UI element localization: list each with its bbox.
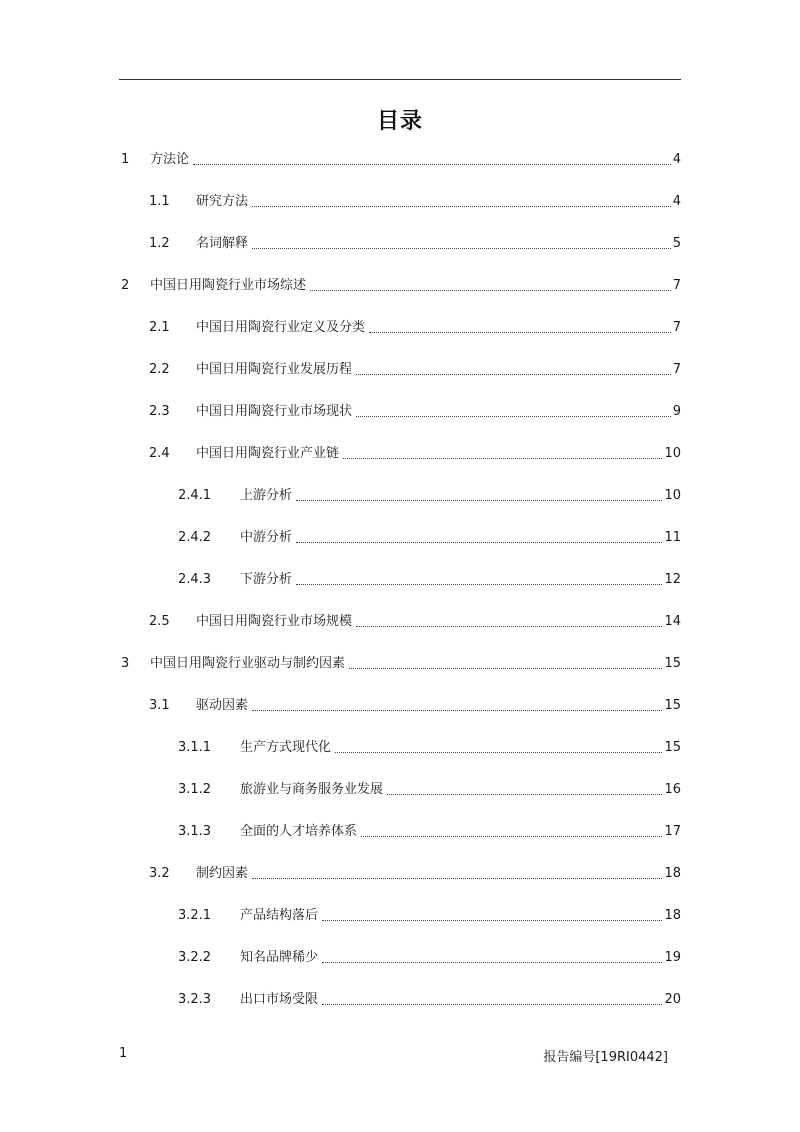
toc-dot-leader <box>322 920 662 921</box>
toc-entry-number: 3.1.3 <box>178 824 212 839</box>
toc-entry[interactable] <box>149 864 681 884</box>
toc-entry-page: 15 <box>664 656 681 671</box>
toc-entry-page: 17 <box>664 824 681 839</box>
toc-entry[interactable] <box>149 444 681 464</box>
toc-entry[interactable] <box>149 360 681 380</box>
toc-entry[interactable] <box>149 192 681 212</box>
toc-entry[interactable] <box>178 822 681 842</box>
toc-entry-title: 生产方式现代化 <box>240 740 332 755</box>
toc-dot-leader <box>349 668 662 669</box>
toc-dot-leader <box>322 1004 662 1005</box>
toc-entry[interactable] <box>178 486 681 506</box>
toc-entry-number: 1 <box>121 152 130 167</box>
toc-dot-leader <box>356 416 671 417</box>
toc-entry[interactable] <box>149 234 681 254</box>
toc-dot-leader <box>361 836 662 837</box>
toc-dot-leader <box>252 710 662 711</box>
toc-dot-leader <box>343 458 662 459</box>
toc-entry-title: 中国日用陶瓷行业市场现状 <box>196 404 353 419</box>
footer-report-id: 报告编号[19RI0442] <box>543 1050 668 1065</box>
toc-entry-title: 名词解释 <box>196 236 249 251</box>
toc-entry[interactable] <box>149 318 681 338</box>
toc-title: 目录 <box>376 109 423 134</box>
toc-entry-number: 3.1.1 <box>178 740 212 755</box>
toc-entry-number: 2.2 <box>149 362 170 377</box>
toc-entry-number: 3.2.1 <box>178 908 212 923</box>
toc-dot-leader <box>296 542 662 543</box>
toc-entry-number: 3.1 <box>149 698 170 713</box>
toc-entry-page: 19 <box>664 950 681 965</box>
toc-dot-leader <box>252 248 671 249</box>
toc-dot-leader <box>252 206 671 207</box>
toc-entry-title: 出口市场受限 <box>240 992 319 1007</box>
toc-entry[interactable] <box>178 906 681 926</box>
toc-entry-number: 3.2.3 <box>178 992 212 1007</box>
toc-dot-leader <box>296 584 662 585</box>
toc-entry-page: 15 <box>664 740 681 755</box>
toc-entry-page: 10 <box>664 488 681 503</box>
toc-entry[interactable] <box>178 990 681 1010</box>
toc-entry-page: 14 <box>664 614 681 629</box>
toc-entry-title: 制约因素 <box>196 866 249 881</box>
toc-entry-page: 5 <box>672 236 681 251</box>
toc-entry-number: 3.2 <box>149 866 170 881</box>
toc-entry-number: 2.4.3 <box>178 572 212 587</box>
toc-entry[interactable] <box>178 528 681 548</box>
toc-entry-number: 2 <box>121 278 130 293</box>
toc-dot-leader <box>193 164 671 165</box>
toc-entry-page: 15 <box>664 698 681 713</box>
toc-dot-leader <box>310 290 671 291</box>
toc-entry-number: 3.1.2 <box>178 782 212 797</box>
toc-entry-title: 中国日用陶瓷行业定义及分类 <box>196 320 366 335</box>
header-rule <box>119 79 681 80</box>
footer-page-number: 1 <box>119 1046 128 1061</box>
toc-dot-leader <box>387 794 662 795</box>
toc-entry-number: 2.4 <box>149 446 170 461</box>
toc-entry[interactable] <box>121 276 681 296</box>
toc-entry[interactable] <box>149 612 681 632</box>
toc-entry-number: 1.1 <box>149 194 170 209</box>
toc-dot-leader <box>369 332 671 333</box>
toc-entry-page: 7 <box>672 362 681 377</box>
toc-entry-page: 11 <box>664 530 681 545</box>
toc-entry-title: 中国日用陶瓷行业发展历程 <box>196 362 353 377</box>
toc-entry-title: 研究方法 <box>196 194 249 209</box>
toc-dot-leader <box>322 962 662 963</box>
toc-dot-leader <box>356 374 671 375</box>
toc-entry[interactable] <box>149 402 681 422</box>
toc-entry-number: 2.4.1 <box>178 488 212 503</box>
toc-entry-page: 7 <box>672 278 681 293</box>
toc-entry-page: 18 <box>664 866 681 881</box>
toc-entry-title: 方法论 <box>150 152 190 167</box>
toc-entry[interactable] <box>178 780 681 800</box>
toc-entry-page: 7 <box>672 320 681 335</box>
toc-entry-page: 12 <box>664 572 681 587</box>
toc-entry-title: 旅游业与商务服务业发展 <box>240 782 384 797</box>
toc-entry-number: 2.4.2 <box>178 530 212 545</box>
toc-entry-page: 18 <box>664 908 681 923</box>
toc-entry-title: 上游分析 <box>240 488 293 503</box>
toc-entry-page: 9 <box>672 404 681 419</box>
toc-entry-title: 全面的人才培养体系 <box>240 824 358 839</box>
toc-dot-leader <box>252 878 662 879</box>
toc-entry[interactable] <box>178 738 681 758</box>
toc-entry-number: 2.5 <box>149 614 170 629</box>
toc-entry-page: 4 <box>672 152 681 167</box>
toc-entry[interactable] <box>178 570 681 590</box>
toc-entry-page: 4 <box>672 194 681 209</box>
toc-entry-title: 中国日用陶瓷行业产业链 <box>196 446 340 461</box>
toc-entry-title: 产品结构落后 <box>240 908 319 923</box>
toc-entry[interactable] <box>121 654 681 674</box>
toc-entry-number: 1.2 <box>149 236 170 251</box>
toc-dot-leader <box>356 626 662 627</box>
toc-entry-title: 中游分析 <box>240 530 293 545</box>
toc-dot-leader <box>335 752 662 753</box>
toc-entry-page: 16 <box>664 782 681 797</box>
toc-entry-page: 10 <box>664 446 681 461</box>
toc-entry-title: 中国日用陶瓷行业驱动与制约因素 <box>150 656 346 671</box>
toc-entry-page: 20 <box>664 992 681 1007</box>
toc-entry-title: 下游分析 <box>240 572 293 587</box>
toc-entry-title: 中国日用陶瓷行业市场规模 <box>196 614 353 629</box>
toc-entry[interactable] <box>149 696 681 716</box>
toc-entry-title: 驱动因素 <box>196 698 249 713</box>
toc-entry-number: 3 <box>121 656 130 671</box>
toc-entry-number: 2.3 <box>149 404 170 419</box>
toc-entry-title: 知名品牌稀少 <box>240 950 319 965</box>
toc-entry[interactable] <box>178 948 681 968</box>
toc-entry-number: 2.1 <box>149 320 170 335</box>
toc-entry[interactable] <box>121 150 681 170</box>
toc-entry-title: 中国日用陶瓷行业市场综述 <box>150 278 307 293</box>
toc-dot-leader <box>296 500 662 501</box>
toc-entry-number: 3.2.2 <box>178 950 212 965</box>
